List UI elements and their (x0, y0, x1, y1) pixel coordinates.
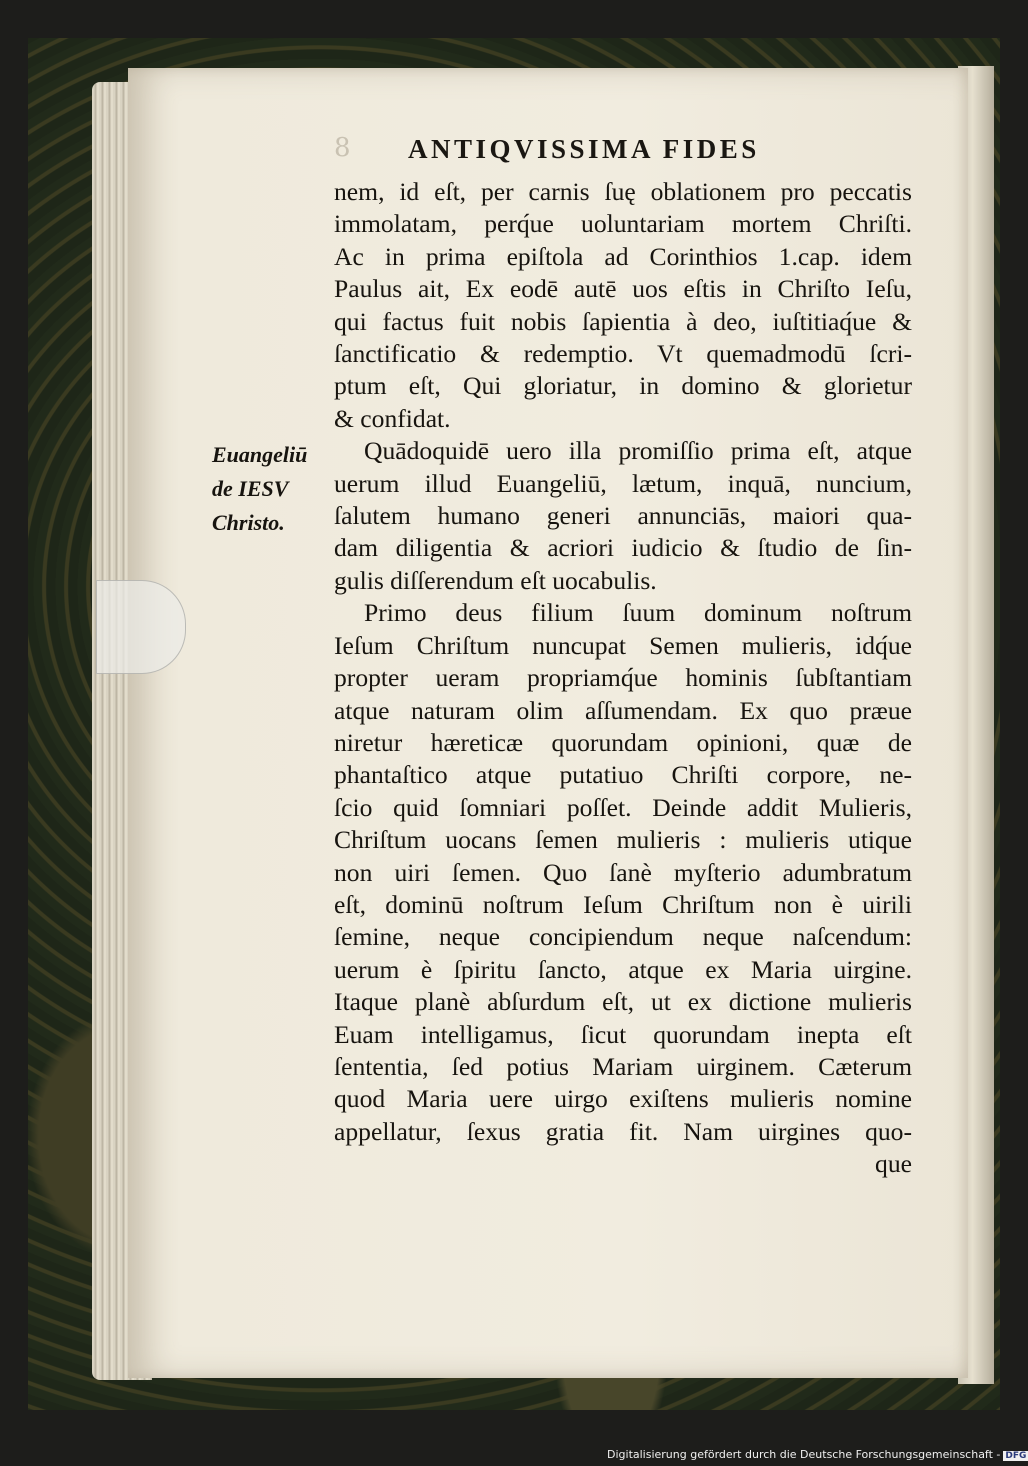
catchword: que (875, 1149, 912, 1179)
text-line: ſanctificatio & redemptio. Vt quemadmodū ſcri- (334, 339, 912, 369)
dfg-logo: DFG (1005, 1451, 1027, 1461)
text-line: immolatam, perq́ue uoluntariam mortem Chriſti. (334, 209, 912, 239)
text-line: quod Maria uere uirgo exiſtens mulieris nomine (334, 1084, 912, 1114)
text-line: Primo deus filium ſuum dominum noſtrum (364, 598, 912, 628)
text-line: Chriſtum uocans ſemen mulieris : mulieris utique (334, 825, 912, 855)
text-line: uerum è ſpiritu ſancto, atque ex Maria uirgine. (334, 954, 912, 984)
footer-text: Digitalisierung gefördert durch die Deutsche Forschungsgemeinschaft - (607, 1448, 1001, 1461)
margin-note-line: Christo. (212, 510, 285, 535)
text-line: Euam intelligamus, ſicut quorundam inepta eſt (334, 1019, 912, 1049)
text-line: Quādoquidē uero illa promiſſio prima eſt, atque (364, 436, 912, 466)
text-line: atque naturam olim aſſumendam. Ex quo præue (334, 695, 912, 725)
text-line: ptum eſt, Qui gloriatur, in domino & glorietur (334, 371, 912, 401)
digitization-credit (607, 1448, 1027, 1461)
body-text (334, 176, 912, 1181)
text-line: eſt, dominū noſtrum Ieſum Chriſtum non è uirili (334, 889, 912, 919)
text-line: ſententia, ſed potius Mariam uirginem. Cæterum (334, 1051, 912, 1081)
text-line: Itaque planè abſurdum eſt, ut ex dictione mulieris (334, 987, 912, 1017)
folio-number: 8 (334, 133, 351, 163)
running-head: ANTIQVISSIMA FIDES (408, 134, 760, 164)
margin-note (212, 438, 332, 540)
text-line: qui factus fuit nobis ſapientia à deo, iuſtitiaq́ue & (334, 306, 912, 336)
text-line: dam diligentia & acriori iudicio & ſtudio de ſin- (334, 533, 912, 563)
text-line: & confidat. (334, 403, 451, 433)
text-line: ſemine, neque concipiendum neque naſcendum: (334, 922, 912, 952)
text-line: ſcio quid ſomniari poſſet. Deinde addit Mulieris, (334, 792, 912, 822)
text-line: Ac in prima epiſtola ad Corinthios 1.cap. idem (334, 241, 912, 271)
text-line: niretur hæreticæ quorundam opinioni, quæ de (334, 727, 912, 757)
page-tab-marker (96, 580, 186, 674)
text-line: Ieſum Chriſtum nuncupat Semen mulieris, idq́ue (334, 630, 912, 660)
text-line: gulis diſſerendum eſt uocabulis. (334, 565, 657, 595)
text-line: uerum illud Euangeliū, lætum, inquā, nuncium, (334, 468, 912, 498)
margin-note-line: de IESV (212, 476, 289, 501)
text-line: nem, id eſt, per carnis ſuę oblationem pro peccatis (334, 177, 912, 206)
text-line: non uiri ſemen. Quo ſanè myſterio adumbratum (334, 857, 912, 887)
text-line: ſalutem humano generi annunciās, maiori qua- (334, 501, 912, 531)
text-line: Paulus ait, Ex eodē autē uos eſtis in Chriſto Ieſu, (334, 274, 912, 304)
margin-note-line: Euangeliū (212, 442, 308, 467)
text-line: phantaſtico atque putatiuo Chriſti corpore, ne- (334, 760, 912, 790)
text-line: propter ueram propriamq́ue hominis ſubſtantiam (334, 663, 912, 693)
text-line: appellatur, ſexus gratia fit. Nam uirgines quo- (334, 1116, 912, 1146)
